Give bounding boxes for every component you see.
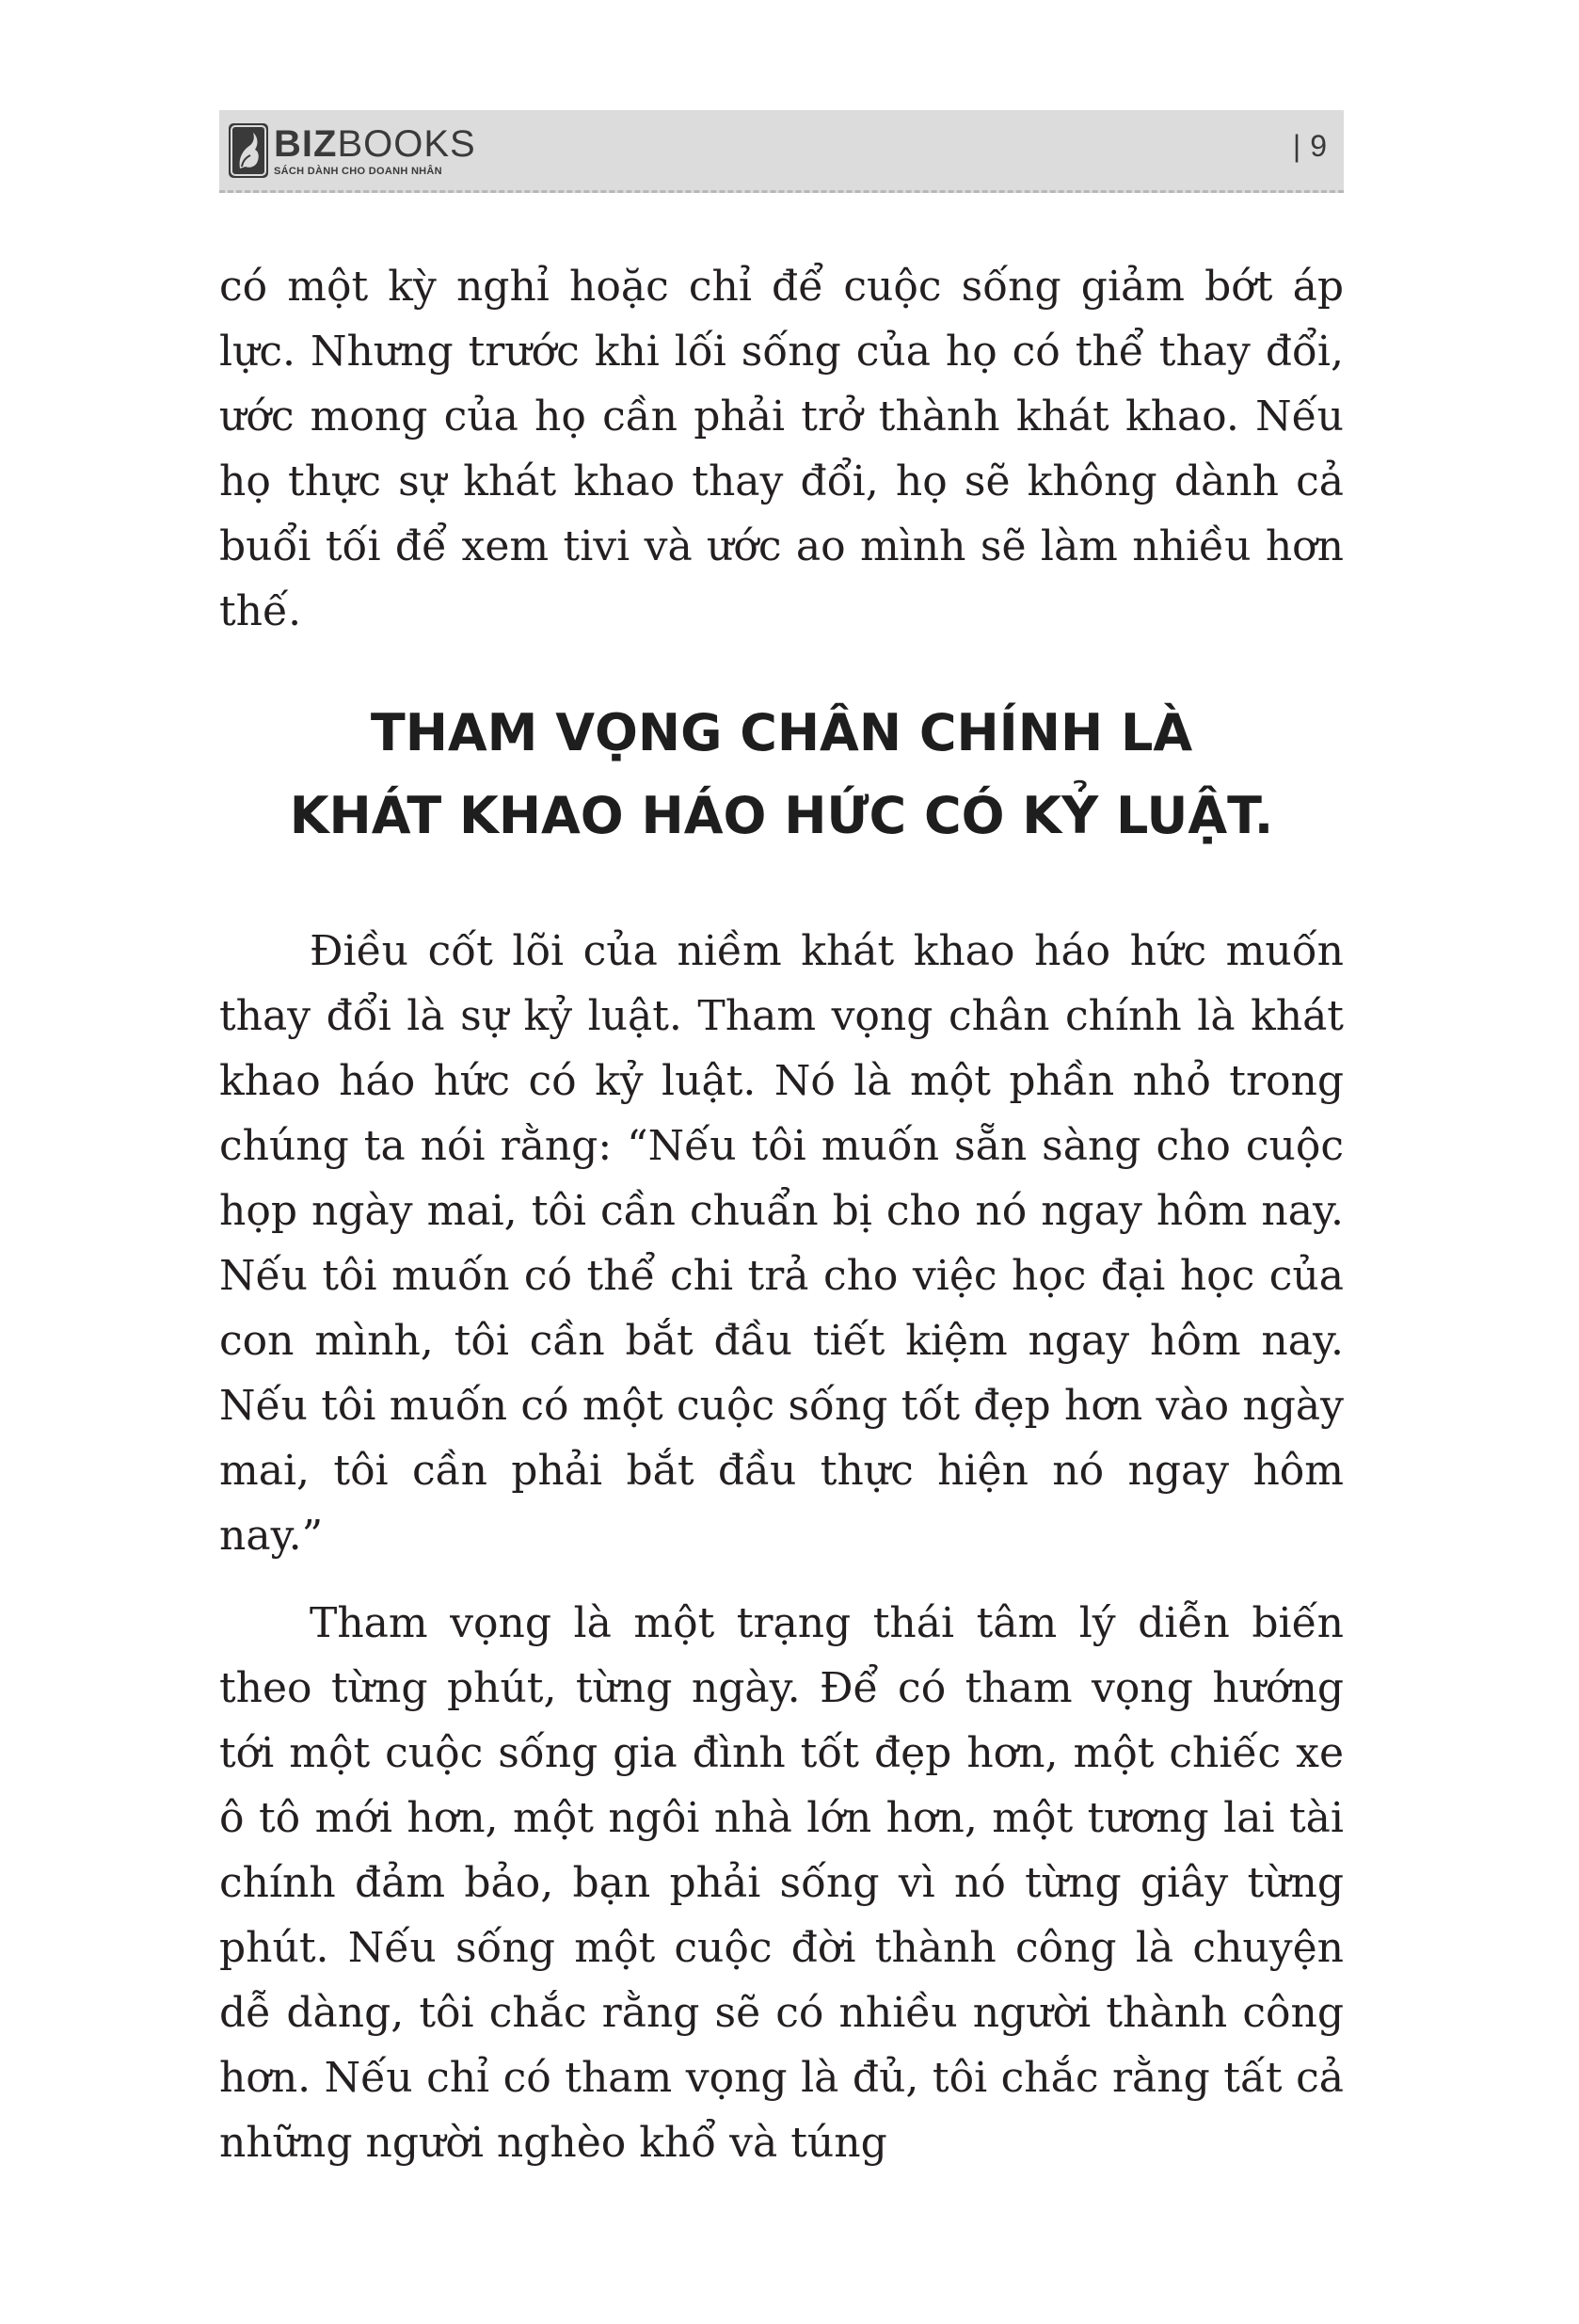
page-number-value: 9	[1310, 129, 1327, 163]
page-number	[1293, 129, 1327, 164]
logo-emblem-icon	[229, 123, 268, 178]
body-text-top	[219, 254, 1344, 644]
paragraph-ambition: Tham vọng là một trạng thái tâm lý diễn biến theo từng phút, từng ngày. Để có tham vọng hướng tới một cuộc sống gia đình tốt đẹp hơn, một chiếc xe ô tô mới hơn, một ngôi nhà lớn hơn, một tương lai tài chính đảm bảo, bạn phải sống vì nó từng giây từng phút. Nếu sống một cuộc đời thành công là chuyện dễ dàng, tôi chắc rằng sẽ có nhiều người thành công hơn. Nếu chỉ có tham vọng là đủ, tôi chắc rằng tất cả những người nghèo khổ và túng	[219, 1599, 1344, 2167]
logo-tagline: SÁCH DÀNH CHO DOANH NHÂN	[274, 165, 442, 177]
section-heading-line-1: THAM VỌNG CHÂN CHÍNH LÀ	[370, 703, 1193, 762]
paragraph-discipline: Điều cốt lõi của niềm khát khao háo hức muốn thay đổi là sự kỷ luật. Tham vọng chân chính là khát khao háo hức có kỷ luật. Nó là một phần nhỏ trong chúng ta nói rằng: “Nếu tôi muốn sẵn sàng cho cuộc họp ngày mai, tôi cần chuẩn bị cho nó ngay hôm nay. Nếu tôi muốn có thể chi trả cho việc học đại học của con mình, tôi cần bắt đầu tiết kiệm ngay hôm nay. Nếu tôi muốn có một cuộc sống tốt đẹp hơn vào ngày mai, tôi cần phải bắt đầu thực hiện nó ngay hôm nay.”	[219, 927, 1344, 1560]
body-text-main	[219, 919, 1344, 2175]
page-header	[219, 110, 1344, 193]
section-heading	[219, 692, 1344, 857]
bizbooks-logo	[229, 120, 476, 182]
page-number-separator: |	[1292, 129, 1301, 163]
logo-brand: BIZBOOKS	[274, 122, 476, 165]
section-heading-line-2: KHÁT KHAO HÁO HỨC CÓ KỶ LUẬT.	[289, 786, 1274, 845]
paragraph-continuation: có một kỳ nghỉ hoặc chỉ để cuộc sống giảm bớt áp lực. Nhưng trước khi lối sống của họ có thể thay đổi, ước mong của họ cần phải trở thành khát khao. Nếu họ thực sự khát khao thay đổi, họ sẽ không dành cả buổi tối để xem tivi và ước ao mình sẽ làm nhiều hơn thế.	[219, 263, 1344, 635]
